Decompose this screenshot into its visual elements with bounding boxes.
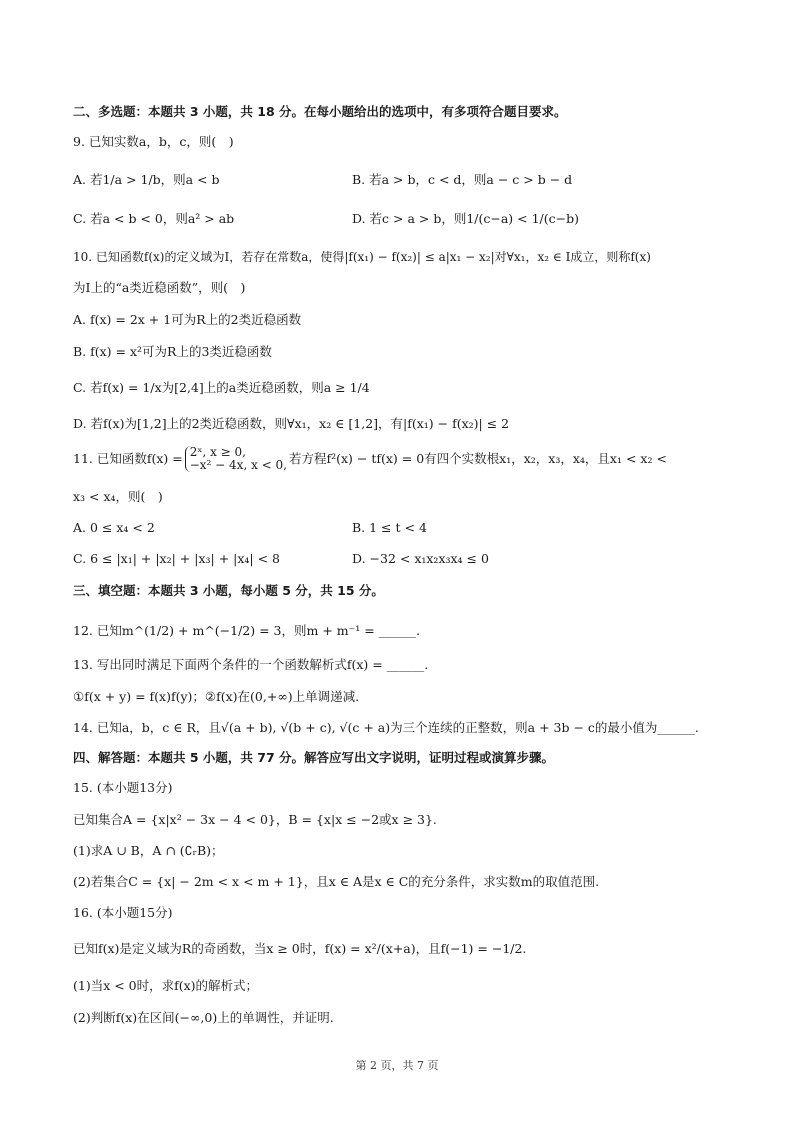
- section-3-heading: 三、填空题：本题共 3 小题，每小题 5 分，共 15 分。: [73, 583, 384, 598]
- q9-option-a: A. 若1/a > 1/b，则a < b: [73, 172, 220, 187]
- q10-option-d: D. 若f(x)为[1,2]上的2类近稳函数，则∀x₁，x₂ ∈ [1,2]，有|f(x₁) − f(x₂)| ≤ 2: [73, 416, 510, 431]
- q9-option-b: B. 若a > b，c < d，则a − c > b − d: [352, 172, 573, 187]
- q11-stem-line1: [73, 446, 667, 472]
- q10-option-c: C. 若f(x) = 1/x为[2,4]上的a类近稳函数，则a ≥ 1/4: [73, 380, 370, 395]
- q15-given: 已知集合A = {x|x² − 3x − 4 < 0}，B = {x|x ≤ −2或x ≥ 3}.: [73, 812, 437, 827]
- q13-conditions: ①f(x + y) = f(x)f(y)；②f(x)在(0,+∞)上单调递减.: [73, 689, 360, 704]
- section-2-heading: 二、多选题：本题共 3 小题，共 18 分。在每小题给出的选项中，有多项符合题目要求。: [73, 104, 567, 119]
- q15-part2: (2)若集合C = {x| − 2m < x < m + 1}，且x ∈ A是x ∈ C的充分条件，求实数m的取值范围.: [73, 874, 600, 889]
- q15-title: 15. (本小题13分): [73, 780, 173, 795]
- q10-stem-line2: 为I上的“a类近稳函数”，则( ): [73, 280, 246, 295]
- section-4-heading: 四、解答题：本题共 5 小题，共 77 分。解答应写出文字说明，证明过程或演算步骤。: [73, 750, 555, 765]
- q11-option-c: C. 6 ≤ |x₁| + |x₂| + |x₃| + |x₄| < 8: [73, 551, 281, 566]
- q16-part2: (2)判断f(x)在区间(−∞,0)上的单调性，并证明.: [73, 1010, 334, 1025]
- q11-piecewise: [185, 446, 287, 472]
- q11-stem-post: 若方程f²(x) − tf(x) = 0有四个实数根x₁，x₂，x₃，x₄，且x₁ < x₂ <: [288, 451, 667, 466]
- q11-stem-line2: x₃ < x₄，则( ): [73, 489, 163, 504]
- q16-given: 已知f(x)是定义域为R的奇函数，当x ≥ 0时，f(x) = x²/(x+a)，且f(−1) = −1/2.: [73, 941, 527, 956]
- q9-stem: 9. 已知实数a，b，c，则( ): [73, 134, 234, 149]
- q11-stem-pre: 11. 已知函数f(x) =: [73, 451, 183, 466]
- q11-option-a: A. 0 ≤ x₄ < 2: [73, 520, 155, 535]
- q13-text: 13. 写出同时满足下面两个条件的一个函数解析式f(x) = ______.: [73, 657, 429, 672]
- q10-option-b: B. f(x) = x²可为R上的3类近稳函数: [73, 344, 272, 359]
- q16-title: 16. (本小题15分): [73, 905, 173, 920]
- q9-option-c: C. 若a < b < 0，则a² > ab: [73, 211, 235, 226]
- q11-case1: 2ˣ, x ≥ 0,: [189, 445, 246, 459]
- q16-part1: (1)当x < 0时，求f(x)的解析式；: [73, 978, 259, 993]
- q9-option-d: D. 若c > a > b，则1/(c−a) < 1/(c−b): [352, 211, 579, 226]
- q10-option-a: A. f(x) = 2x + 1可为R上的2类近稳函数: [73, 312, 302, 327]
- q15-part1: (1)求A ∪ B，A ∩ (∁ᵣB)；: [73, 843, 224, 858]
- q14-text: 14. 已知a，b，c ∈ R，且√(a + b), √(b + c), √(c + a)为三个连续的正整数，则a + 3b − c的最小值为______.: [73, 720, 699, 735]
- page-footer: 第 2 页，共 7 页: [355, 1059, 439, 1072]
- q11-option-d: D. −32 < x₁x₂x₃x₄ ≤ 0: [352, 551, 489, 566]
- q11-case2: −x² − 4x, x < 0,: [189, 458, 287, 472]
- q11-option-b: B. 1 ≤ t < 4: [352, 520, 427, 535]
- q10-stem-line1: 10. 已知函数f(x)的定义域为I，若存在常数a，使得|f(x₁) − f(x₂)| ≤ a|x₁ − x₂|对∀x₁，x₂ ∈ I成立，则称f(x): [73, 250, 651, 264]
- q12-text: 12. 已知m^(1/2) + m^(−1/2) = 3，则m + m⁻¹ = ______.: [73, 623, 421, 638]
